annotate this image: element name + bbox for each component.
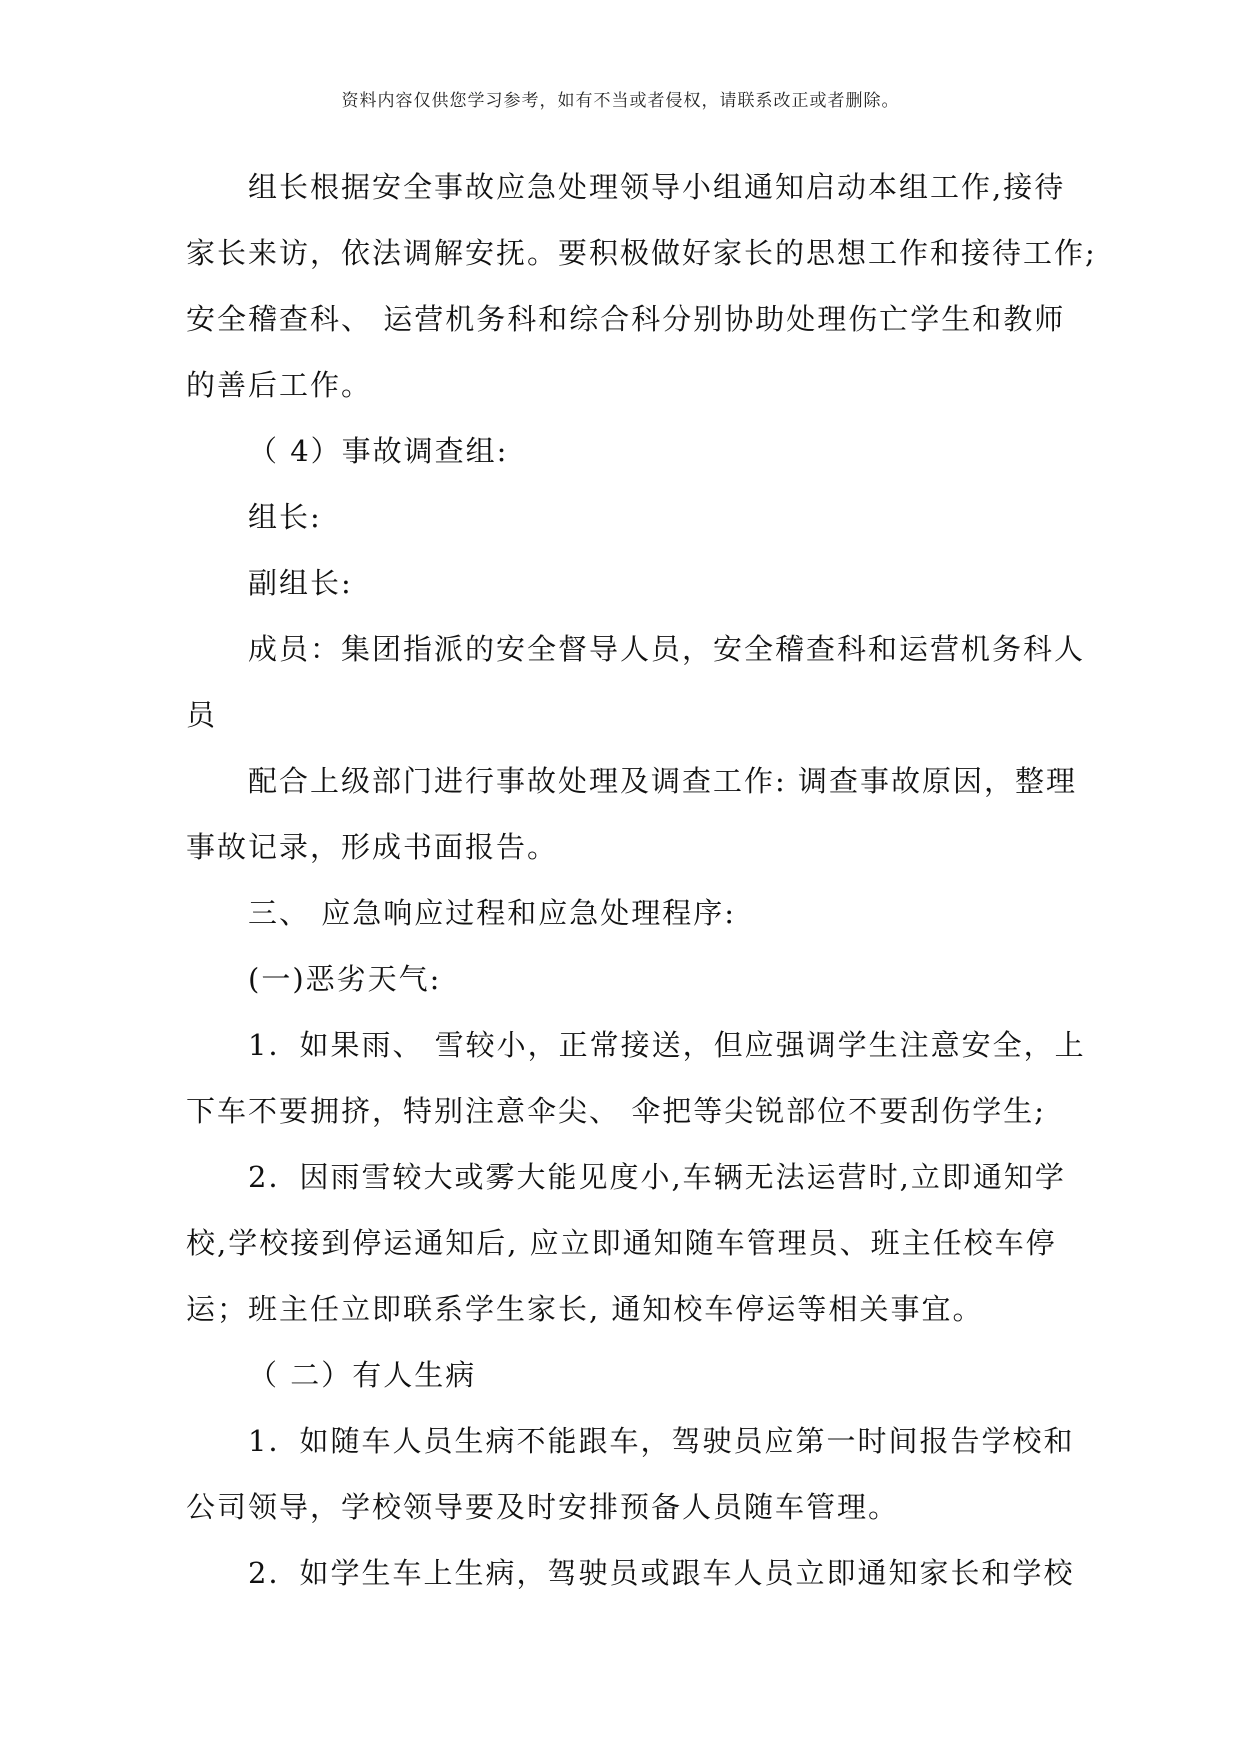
body-line: 校,学校接到停运通知后, 应立即通知随车管理员、班主任校车停 [186,1226,1057,1260]
body-line: 公司领导，学校领导要及时安排预备人员随车管理。 [186,1490,900,1524]
section-heading: (一)恶劣天气: [248,962,442,996]
section-heading: （ 二）有人生病 [248,1358,477,1392]
body-line: 的善后工作。 [186,368,373,402]
body-line: 组长根据安全事故应急处理领导小组通知启动本组工作,接待 [248,170,1066,204]
body-line: 成员：集团指派的安全督导人员，安全稽查科和运营机务科人 [248,632,1086,666]
section-heading: （ 4）事故调查组: [248,434,509,468]
body-line: 2．因雨雪较大或雾大能见度小,车辆无法运营时,立即通知学 [248,1160,1066,1194]
body-line: 运；班主任立即联系学生家长, 通知校车停运等相关事宜。 [186,1292,984,1326]
document-body [186,154,1097,1606]
body-line: 副组长: [248,566,353,600]
body-line: 事故记录，形成书面报告。 [186,830,559,864]
body-line: 组长: [248,500,322,534]
body-line: 2．如学生车上生病，驾驶员或跟车人员立即通知家长和学校 [248,1556,1075,1590]
body-line: 配合上级部门进行事故处理及调查工作: 调查事故原因，整理 [248,764,1077,798]
body-line: 员 [186,698,218,732]
page-header-disclaimer: 资料内容仅供您学习参考，如有不当或者侵权，请联系改正或者删除。 [341,91,900,111]
body-line: 下车不要拥挤，特别注意伞尖、 伞把等尖锐部位不要刮伤学生; [186,1094,1046,1128]
section-heading: 三、 应急响应过程和应急处理程序: [248,896,736,930]
body-line: 1．如随车人员生病不能跟车，驾驶员应第一时间报告学校和 [248,1424,1075,1458]
body-line: 1．如果雨、 雪较小，正常接送，但应强调学生注意安全，上 [248,1028,1086,1062]
body-line: 安全稽查科、 运营机务科和综合科分别协助处理伤亡学生和教师 [186,302,1066,336]
body-line: 家长来访，依法调解安抚。要积极做好家长的思想工作和接待工作; [186,236,1097,270]
